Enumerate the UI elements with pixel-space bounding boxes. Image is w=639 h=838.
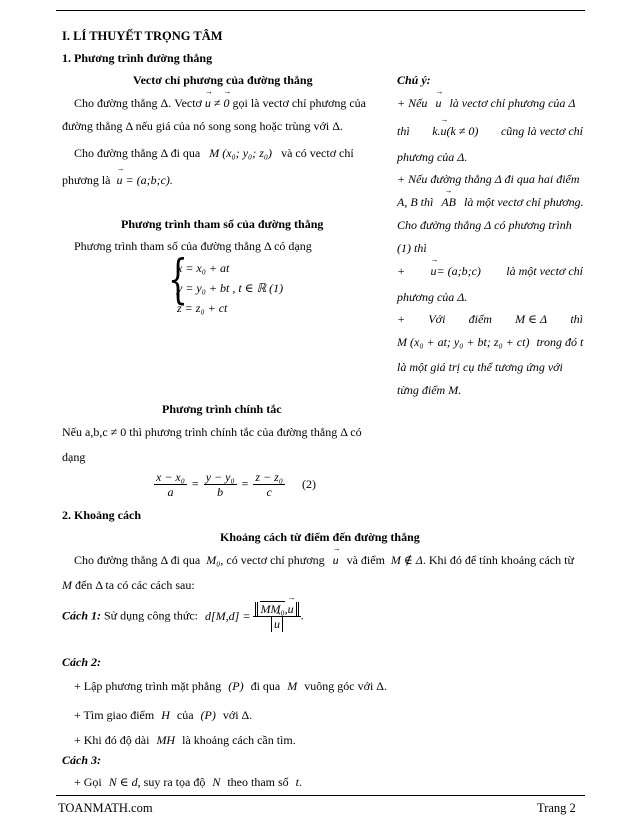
- paragraph-line: dạng: [62, 450, 86, 464]
- subsection-title-2: 2. Khoảng cách: [62, 508, 142, 522]
- section-title: I. LÍ THUYẾT TRỌNG TÂM: [62, 29, 223, 43]
- heading-vecto-chi-phuong: Vectơ chỉ phương của đường thẳng: [133, 73, 313, 87]
- heading-tham-so: Phương trình tham số của đường thẳng: [121, 217, 324, 231]
- equation-z: z = z₀ + ct: [177, 301, 228, 315]
- paragraph-line: Cho đường thẳng Δ. Vectơ → u ≠ → 0 gọi là vectơ chỉ phương của: [74, 96, 366, 110]
- method-3-label: Cách 3:: [62, 753, 101, 767]
- top-rule: [56, 10, 585, 11]
- note-line: + Với điểm M ∈ Δ thì: [397, 312, 583, 326]
- fraction-x: $\frac{\text{x − x₀}}{a}$: [156, 470, 185, 500]
- note-line: là một giá trị cụ thể tương ứng với: [397, 360, 563, 374]
- paragraph-line: Cho đường thẳng Δ đi qua M (x₀; y₀; z₀) và có vectơ chỉ: [74, 146, 354, 160]
- note-line: thì k.→ u(k ≠ 0) cũng là vectơ chỉ: [397, 124, 583, 138]
- footer-page-number: Trang 2: [537, 801, 576, 815]
- canonical-equation: $\frac{\text{x − x₀}}{a}$ = $\frac{\text{y − y₀}}{b}$ = $\frac{\text{z − z₀}}{c}$ (2): [156, 470, 317, 500]
- method-3-step: + Gọi N ∈ d, suy ra tọa độ N theo tham số t.: [74, 775, 303, 789]
- vector-u: → u: [435, 96, 441, 110]
- vector-u: → u: [205, 96, 211, 110]
- vector-u: → u: [333, 553, 339, 567]
- subsection-title-1: 1. Phương trình đường thẳng: [62, 51, 213, 65]
- paragraph-line: M đến Δ ta có các cách sau:: [62, 578, 195, 592]
- footer-site: TOANMATH.com: [58, 801, 153, 815]
- system-brace: {: [168, 250, 188, 310]
- note-line: (1) thì: [397, 241, 427, 255]
- method-2-step: + Khi đó độ dài MH là khoảng cách cần tìm.: [74, 733, 296, 747]
- method-2-step: + Tìm giao điểm H của (P) với Δ.: [74, 708, 253, 722]
- vector-u: → u: [441, 124, 447, 138]
- paragraph-line: Nếu a,b,c ≠ 0 thì phương trình chính tắc của đường thẳng Δ có: [62, 425, 362, 439]
- fraction-y: $\frac{\text{y − y₀}}{b}$: [205, 470, 235, 500]
- paragraph-line: đường thẳng Δ nếu giá của nó song song hoặc trùng với Δ.: [62, 119, 343, 133]
- footer-rule: [56, 795, 585, 796]
- method-2-step: + Lập phương trình mặt phẳng (P) đi qua M vuông góc với Δ.: [74, 679, 387, 693]
- note-line: phương của Δ.: [397, 150, 468, 164]
- point-m: M (x₀; y₀; z₀): [209, 146, 273, 160]
- note-line: M (x₀ + at; y₀ + bt; z₀ + ct) trong đó t: [397, 335, 584, 349]
- note-line: A, B thì → AB là một vectơ chỉ phương.: [397, 195, 584, 209]
- note-line: từng điểm M.: [397, 383, 462, 397]
- vector-u: → u: [117, 173, 123, 187]
- equation-tag: (2): [302, 476, 317, 491]
- note-line: + Nếu đường thẳng Δ đi qua hai điểm: [397, 172, 580, 186]
- zero-vector: → 0: [224, 96, 230, 110]
- equation-x: x = x₀ + at: [177, 261, 230, 275]
- note-line: Cho đường thẳng Δ có phương trình: [397, 218, 572, 232]
- equation-y: y = y₀ + bt , t ∈ ℝ (1): [177, 281, 284, 295]
- distance-formula: MM₀,→ u → u: [253, 602, 300, 632]
- note-line: + → u= (a;b;c) là một vectơ chỉ: [397, 264, 583, 278]
- note-label: Chú ý:: [397, 73, 431, 87]
- heading-khoang-cach: Khoảng cách từ điểm đến đường thẳng: [220, 530, 420, 544]
- vector-u: → u: [430, 264, 436, 278]
- method-2-label: Cách 2:: [62, 655, 101, 669]
- heading-chinh-tac: Phương trình chính tắc: [162, 402, 282, 416]
- note-line: phương của Δ.: [397, 290, 468, 304]
- fraction-z: $\frac{\text{z − z₀}}{c}$: [255, 470, 284, 500]
- note-line: + Nếu → u là vectơ chỉ phương của Δ: [397, 96, 575, 110]
- paragraph-line: Cho đường thẳng Δ đi qua M₀, có vectơ chỉ phương → u và điểm M ∉ Δ. Khi đó để tính khoảng cách từ: [74, 553, 574, 567]
- paragraph-line: Phương trình tham số của đường thẳng Δ có dạng: [74, 239, 312, 253]
- vector-ab: → AB: [441, 195, 456, 209]
- paragraph-line: phương là → u = (a;b;c).: [62, 173, 173, 187]
- method-1: Cách 1: Sử dụng công thức: d[M,d] = MM₀,→ u → u .: [62, 602, 304, 632]
